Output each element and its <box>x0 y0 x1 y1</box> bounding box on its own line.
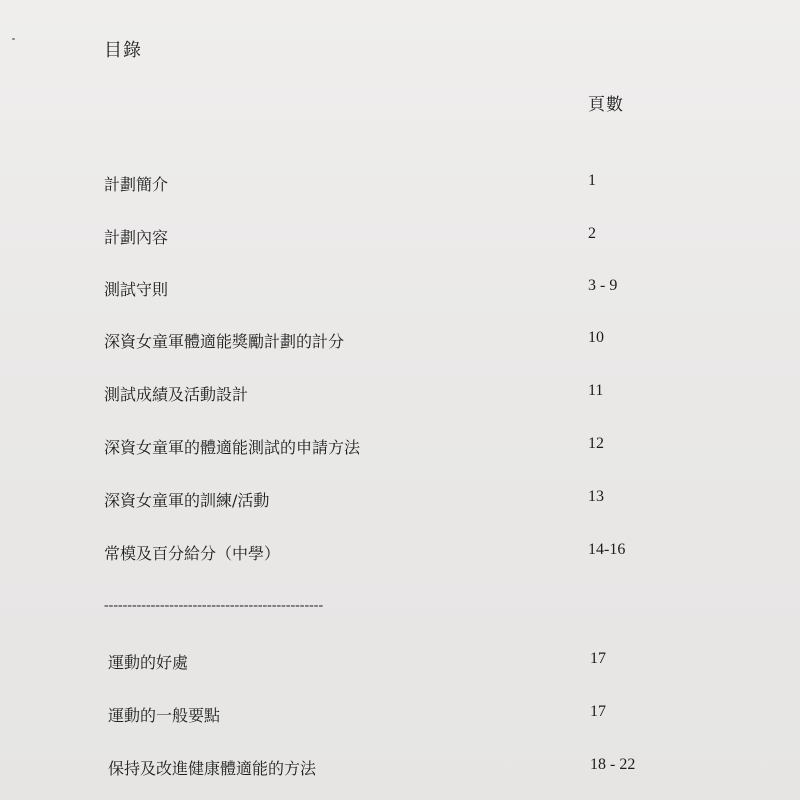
toc-entry-page: 13 <box>588 488 604 505</box>
toc-entry-page: 12 <box>588 435 604 452</box>
toc-entry-page: 14-16 <box>588 541 626 558</box>
toc-title: 目錄 <box>104 40 142 61</box>
toc-entry-label: 深資女童軍體適能獎勵計劃的計分 <box>104 332 345 351</box>
toc-entry <box>0 172 800 196</box>
page-column-header: 頁數 <box>588 95 624 115</box>
toc-entry-label: 運動的一般要點 <box>108 706 221 725</box>
section-divider: ----------------------------------------------- <box>104 598 324 613</box>
toc-entry <box>0 541 800 565</box>
toc-entry <box>0 225 800 249</box>
toc-entry-page: 1 <box>588 172 596 189</box>
toc-entry-label: 運動的好處 <box>108 653 189 672</box>
toc-entry <box>0 435 800 459</box>
toc-entry <box>0 703 800 727</box>
toc-entry-label: 計劃內容 <box>104 228 169 247</box>
toc-entry-page: 17 <box>590 650 606 667</box>
toc-entry <box>0 329 800 353</box>
toc-entry-label: 保持及改進健康體適能的方法 <box>108 759 317 778</box>
toc-entry-label: 計劃簡介 <box>104 175 169 194</box>
toc-entry <box>0 382 800 406</box>
toc-entry-label: 常模及百分給分（中學） <box>104 544 281 563</box>
toc-entry <box>0 650 800 674</box>
toc-entry-label: 測試成績及活動設計 <box>104 385 249 404</box>
toc-entry-label: 測試守則 <box>104 280 169 299</box>
toc-entry <box>0 756 800 780</box>
toc-entry <box>0 488 800 512</box>
scan-speck <box>12 38 15 40</box>
toc-entry-page: 10 <box>588 329 604 346</box>
toc-entry-page: 11 <box>588 382 604 399</box>
toc-entry-page: 3 - 9 <box>588 277 618 294</box>
toc-entry-page: 18 - 22 <box>590 756 636 773</box>
toc-entry-label: 深資女童軍的訓練/活動 <box>104 491 270 510</box>
toc-entry-page: 2 <box>588 225 596 242</box>
toc-entry-page: 17 <box>590 703 606 720</box>
toc-entry-label: 深資女童軍的體適能測試的申請方法 <box>104 438 361 457</box>
toc-entry <box>0 277 800 301</box>
